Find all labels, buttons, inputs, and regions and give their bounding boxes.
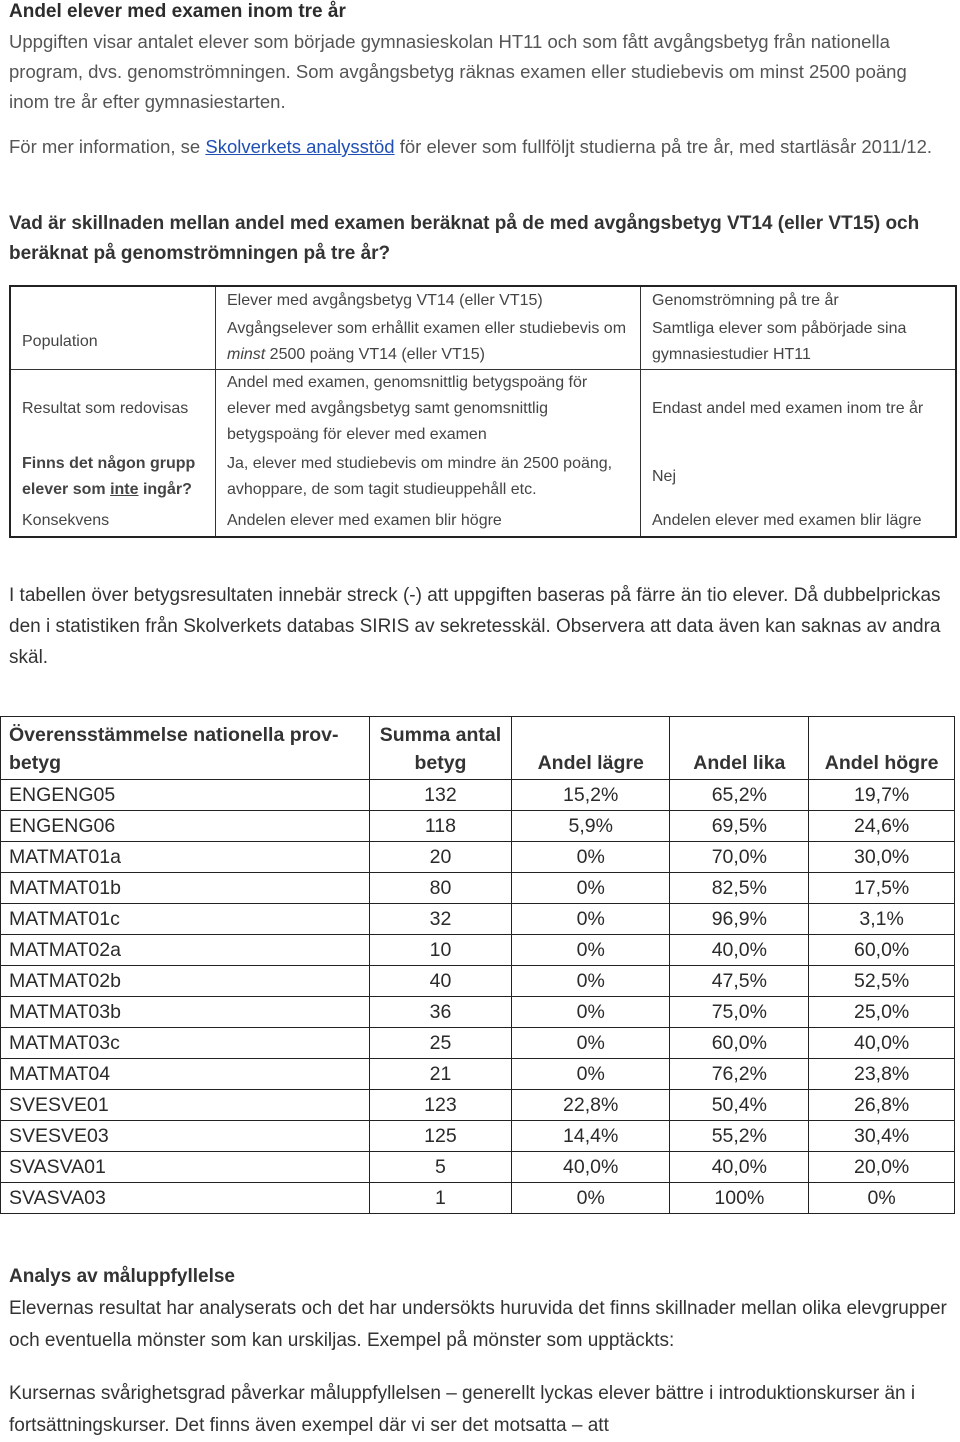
lower-cell: 22,8% (511, 1090, 669, 1121)
intro-paragraph: Uppgiften visar antalet elever som började gymnasieskolan HT11 och som fått avgångsbetyg från nationella program, dvs. genomströmningen. Som avgångsbetyg räknas examen eller studiebevis om minst 2500 poäng inom tre år efter gymnasiestarten. (9, 31, 907, 112)
finns-col2: Nej (652, 468, 677, 485)
info-text-before: För mer information, se (9, 136, 206, 157)
comparison-row-finns (10, 448, 956, 506)
analys-paragraph-2: Kursernas svårighetsgrad påverkar måluppfyllelsen – generellt lyckas elever bättre i introduktionskurser än i fortsättningskurser. Det finns även exempel där vi ser det motsatta – att (9, 1383, 916, 1436)
analys-paragraph-1: Elevernas resultat har analyserats och det har undersökts huruvida det finns skillnader mellan olika elevgrupper och eventuella mönster som kan urskiljas. Exempel på mönster som upptäckts: (9, 1298, 947, 1351)
grades-header-lower: Andel lägre (511, 717, 669, 780)
total-cell: 21 (369, 1059, 511, 1090)
table-row (1, 873, 955, 904)
table-row (1, 966, 955, 997)
table-row (1, 1090, 955, 1121)
lower-cell: 5,9% (511, 811, 669, 842)
higher-cell: 17,5% (809, 873, 955, 904)
higher-cell: 19,7% (809, 780, 955, 811)
comparison-table (9, 285, 957, 538)
table-row (1, 780, 955, 811)
course-cell: MATMAT02a (1, 935, 370, 966)
course-cell: SVASVA03 (1, 1183, 370, 1214)
lower-cell: 0% (511, 935, 669, 966)
finns-label-underlined: inte (110, 481, 139, 498)
page-title: Andel elever med examen inom tre år (9, 1, 346, 22)
table-row (1, 997, 955, 1028)
equal-cell: 40,0% (670, 935, 809, 966)
higher-cell: 26,8% (809, 1090, 955, 1121)
course-cell: MATMAT03b (1, 997, 370, 1028)
total-cell: 40 (369, 966, 511, 997)
higher-cell: 40,0% (809, 1028, 955, 1059)
lower-cell: 0% (511, 966, 669, 997)
total-cell: 118 (369, 811, 511, 842)
course-cell: ENGENG05 (1, 780, 370, 811)
grades-header-row (1, 717, 955, 780)
comparison-header-row (10, 286, 956, 315)
course-cell: SVESVE03 (1, 1121, 370, 1152)
info-paragraph (9, 132, 949, 162)
higher-cell: 20,0% (809, 1152, 955, 1183)
data-note-paragraph: I tabellen över betygsresultaten innebär streck (-) att uppgiften baseras på färre än tio elever. Då dubbelprickas den i statistiken från Skolverkets databas SIRIS av sekretesskäl. Observera att data även kan saknas av andra skäl. (9, 585, 941, 668)
lower-cell: 14,4% (511, 1121, 669, 1152)
comparison-corner-cell (10, 286, 216, 315)
course-cell: MATMAT03c (1, 1028, 370, 1059)
course-cell: MATMAT01a (1, 842, 370, 873)
total-cell: 80 (369, 873, 511, 904)
higher-cell: 52,5% (809, 966, 955, 997)
total-cell: 123 (369, 1090, 511, 1121)
lower-cell: 40,0% (511, 1152, 669, 1183)
info-text-after: för elever som fullföljt studierna på tre år, med startläsår 2011/12. (394, 136, 933, 157)
equal-cell: 76,2% (670, 1059, 809, 1090)
total-cell: 125 (369, 1121, 511, 1152)
table-row (1, 1121, 955, 1152)
equal-cell: 96,9% (670, 904, 809, 935)
grades-header-course: Överensstämmelse nationella prov-betyg (1, 717, 370, 780)
population-col2: Samtliga elever som påbörjade sina gymnasiestudier HT11 (652, 320, 907, 363)
lower-cell: 0% (511, 1028, 669, 1059)
higher-cell: 30,4% (809, 1121, 955, 1152)
grades-header-higher: Andel högre (809, 717, 955, 780)
konsekvens-label: Konsekvens (10, 506, 216, 537)
total-cell: 5 (369, 1152, 511, 1183)
higher-cell: 30,0% (809, 842, 955, 873)
course-cell: SVASVA01 (1, 1152, 370, 1183)
equal-cell: 60,0% (670, 1028, 809, 1059)
equal-cell: 55,2% (670, 1121, 809, 1152)
total-cell: 10 (369, 935, 511, 966)
higher-cell: 60,0% (809, 935, 955, 966)
total-cell: 20 (369, 842, 511, 873)
konsekvens-col1: Andelen elever med examen blir högre (216, 506, 641, 537)
course-cell: MATMAT01c (1, 904, 370, 935)
analys-heading: Analys av måluppfyllelse (9, 1266, 235, 1287)
equal-cell: 70,0% (670, 842, 809, 873)
equal-cell: 82,5% (670, 873, 809, 904)
table-row (1, 811, 955, 842)
lower-cell: 15,2% (511, 780, 669, 811)
total-cell: 25 (369, 1028, 511, 1059)
table-row (1, 1152, 955, 1183)
course-cell: MATMAT02b (1, 966, 370, 997)
comparison-row-resultat (10, 370, 956, 449)
course-cell: ENGENG06 (1, 811, 370, 842)
equal-cell: 75,0% (670, 997, 809, 1028)
comparison-row-population (10, 315, 956, 370)
total-cell: 1 (369, 1183, 511, 1214)
course-cell: MATMAT04 (1, 1059, 370, 1090)
table-row (1, 1059, 955, 1090)
finns-col1: Ja, elever med studiebevis om mindre än 2500 poäng, avhoppare, de som tagit studieuppehåll etc. (216, 448, 641, 506)
comparison-question: Vad är skillnaden mellan andel med examen beräknat på de med avgångsbetyg VT14 (eller VT15) och beräknat på genomströmningen på tre år? (9, 213, 920, 264)
higher-cell: 23,8% (809, 1059, 955, 1090)
higher-cell: 3,1% (809, 904, 955, 935)
table-row (1, 935, 955, 966)
lower-cell: 0% (511, 1183, 669, 1214)
equal-cell: 40,0% (670, 1152, 809, 1183)
lower-cell: 0% (511, 1059, 669, 1090)
equal-cell: 100% (670, 1183, 809, 1214)
lower-cell: 0% (511, 873, 669, 904)
skolverket-analysstod-link[interactable]: Skolverkets analysstöd (205, 136, 395, 157)
konsekvens-col2: Andelen elever med examen blir lägre (652, 512, 922, 529)
grades-table (0, 716, 955, 1214)
table-row (1, 842, 955, 873)
resultat-label: Resultat som redovisas (10, 370, 216, 449)
finns-label-text-b: ingår? (138, 481, 192, 498)
resultat-col1: Andel med examen, genomsnittlig betygspoäng för elever med avgångsbetyg samt genomsnittlig betygspoäng för elever med examen (216, 370, 641, 449)
higher-cell: 0% (809, 1183, 955, 1214)
total-cell: 36 (369, 997, 511, 1028)
table-row (1, 904, 955, 935)
finns-label-text-a: Finns det någon grupp elever som (22, 455, 196, 498)
course-cell: MATMAT01b (1, 873, 370, 904)
grades-header-equal: Andel lika (670, 717, 809, 780)
lower-cell: 0% (511, 904, 669, 935)
equal-cell: 47,5% (670, 966, 809, 997)
higher-cell: 24,6% (809, 811, 955, 842)
population-col1-emphasis: minst (227, 346, 266, 363)
population-col1 (216, 315, 641, 370)
resultat-col2: Endast andel med examen inom tre år (641, 370, 957, 449)
lower-cell: 0% (511, 842, 669, 873)
population-col1-text-b: 2500 poäng VT14 (eller VT15) (265, 346, 485, 363)
grades-header-total: Summa antal betyg (369, 717, 511, 780)
equal-cell: 50,4% (670, 1090, 809, 1121)
table-row (1, 1028, 955, 1059)
comparison-row-konsekvens (10, 506, 956, 537)
lower-cell: 0% (511, 997, 669, 1028)
comparison-col2-header: Genomströmning på tre år (652, 292, 839, 309)
higher-cell: 25,0% (809, 997, 955, 1028)
course-cell: SVESVE01 (1, 1090, 370, 1121)
equal-cell: 65,2% (670, 780, 809, 811)
total-cell: 132 (369, 780, 511, 811)
population-col1-text-a: Avgångselever som erhållit examen eller studiebevis om (227, 320, 627, 337)
finns-label (10, 448, 216, 506)
population-label: Population (10, 315, 216, 370)
total-cell: 32 (369, 904, 511, 935)
comparison-col1-header: Elever med avgångsbetyg VT14 (eller VT15) (216, 286, 641, 315)
equal-cell: 69,5% (670, 811, 809, 842)
table-row (1, 1183, 955, 1214)
